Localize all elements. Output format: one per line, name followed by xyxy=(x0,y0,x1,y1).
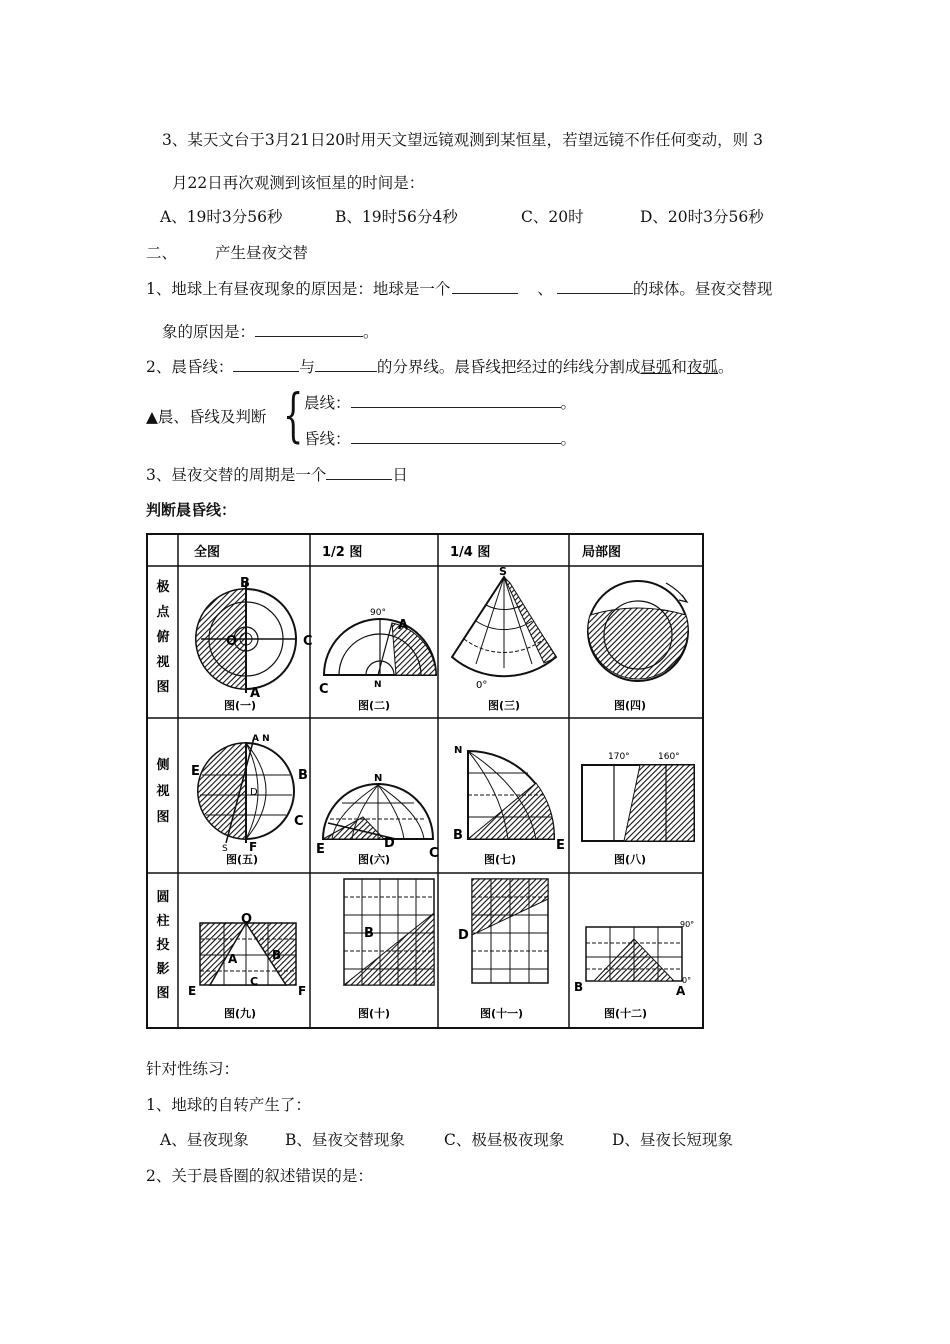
item1-blank-2 xyxy=(557,279,633,294)
svg-text:点: 点 xyxy=(156,605,170,620)
row-header-side xyxy=(155,757,169,825)
item1-text-d: 象的原因是： xyxy=(162,323,256,341)
svg-text:C: C xyxy=(429,846,439,861)
col-header-half: 1/2 图 xyxy=(322,545,363,560)
caption-fig8: 图(八) xyxy=(614,853,647,866)
svg-text:D: D xyxy=(250,787,258,798)
svg-text:E: E xyxy=(188,984,197,998)
caption-fig1: 图(一) xyxy=(224,699,257,712)
svg-text:D: D xyxy=(384,836,395,851)
svg-text:O: O xyxy=(226,634,238,649)
svg-text:N: N xyxy=(374,773,383,784)
item1-text-e: 。 xyxy=(363,323,379,341)
item1-line1 xyxy=(146,277,772,299)
practice-title: 针对性练习： xyxy=(146,1060,240,1078)
fig4-polar-partial xyxy=(588,581,688,681)
svg-text:图: 图 xyxy=(156,986,170,1001)
caption-fig3: 图(三) xyxy=(488,699,521,712)
item2-blank-1 xyxy=(233,357,299,372)
svg-text:B: B xyxy=(364,926,374,941)
svg-text:0°: 0° xyxy=(476,680,488,691)
dusk-blank xyxy=(351,429,561,444)
svg-text:A: A xyxy=(250,686,261,701)
item2-text-b: 与 xyxy=(299,358,315,376)
svg-text:0°: 0° xyxy=(682,976,692,985)
svg-text:C: C xyxy=(303,634,313,649)
section2-title: 产生昼夜交替 xyxy=(215,244,309,262)
svg-text:B: B xyxy=(240,576,250,591)
fig8-side-partial xyxy=(582,752,694,841)
svg-text:N: N xyxy=(454,745,463,756)
svg-text:S: S xyxy=(222,844,228,854)
svg-text:圆: 圆 xyxy=(156,890,170,905)
dusk-end: 。 xyxy=(560,430,577,448)
svg-text:O: O xyxy=(241,912,253,927)
svg-text:俯: 俯 xyxy=(156,630,170,645)
item1-text-c: 的球体。昼夜交替现 xyxy=(632,280,773,298)
item2-end: 。 xyxy=(717,358,734,376)
q3-option-c: C、20时 xyxy=(521,208,584,226)
svg-text:90°: 90° xyxy=(680,920,695,929)
caption-fig10: 图(十) xyxy=(358,1007,391,1020)
svg-text:S: S xyxy=(499,565,507,578)
caption-fig2: 图(二) xyxy=(358,699,391,712)
item1-text-a: 1、地球上有昼夜现象的原因是：地球是一个 xyxy=(146,280,451,298)
practice-q2: 2、关于晨昏圈的叙述错误的是： xyxy=(146,1167,373,1185)
practice-q1-option-c: C、极昼极夜现象 xyxy=(444,1131,565,1149)
item2-night-arc: 夜弧 xyxy=(686,358,718,376)
svg-text:D: D xyxy=(458,928,469,943)
caption-fig6: 图(六) xyxy=(358,853,391,866)
svg-text:C: C xyxy=(250,975,259,988)
item2-blank-2 xyxy=(315,357,377,372)
item2-day-arc: 昼弧 xyxy=(640,358,672,376)
practice-q1-option-d: D、昼夜长短现象 xyxy=(612,1131,733,1149)
svg-text:F: F xyxy=(249,840,258,854)
item1-line2 xyxy=(162,320,379,342)
svg-text:影: 影 xyxy=(156,962,170,977)
q3-line1: 3、某天文台于3月21日20时用天文望远镜观测到某恒星，若望远镜不作任何变动，则 3 xyxy=(162,131,763,149)
item2-and: 和 xyxy=(671,358,687,376)
svg-text:90°: 90° xyxy=(370,608,386,618)
svg-text:A N: A N xyxy=(252,734,270,744)
q3-line2: 月22日再次观测到该恒星的时间是： xyxy=(172,174,425,192)
caption-fig9: 图(九) xyxy=(224,1007,257,1020)
svg-text:极: 极 xyxy=(156,580,170,595)
svg-text:A: A xyxy=(228,952,238,966)
q3-option-d: D、20时3分56秒 xyxy=(640,208,764,226)
col-header-full: 全图 xyxy=(194,545,221,560)
col-header-quarter: 1/4 图 xyxy=(450,545,491,560)
item3-line xyxy=(146,463,408,485)
svg-text:C: C xyxy=(319,682,329,697)
item3-text-b: 日 xyxy=(392,466,408,484)
fig10-cylinder-half xyxy=(344,879,434,985)
practice-q1: 1、地球的自转产生了： xyxy=(146,1096,311,1114)
item3-blank xyxy=(326,465,392,480)
q3-option-b: B、19时56分4秒 xyxy=(335,208,458,226)
svg-text:F: F xyxy=(298,984,307,998)
svg-text:B: B xyxy=(453,828,463,843)
judge-label: ▲晨、昏线及判断 xyxy=(146,408,267,426)
fig11-cylinder-quarter xyxy=(458,879,548,983)
svg-text:E: E xyxy=(316,842,325,857)
fig9-cylinder-full xyxy=(188,912,306,998)
caption-fig4: 图(四) xyxy=(614,699,647,712)
caption-fig5: 图(五) xyxy=(226,853,259,866)
svg-text:B: B xyxy=(574,980,584,994)
item3-text-a: 3、昼夜交替的周期是一个 xyxy=(146,466,327,484)
svg-text:E: E xyxy=(191,764,200,779)
section2-number: 二、 xyxy=(146,244,178,262)
caption-fig7: 图(七) xyxy=(484,853,517,866)
col-header-partial: 局部图 xyxy=(582,545,622,560)
svg-text:视: 视 xyxy=(156,784,170,799)
svg-text:160°: 160° xyxy=(658,752,680,762)
svg-text:C: C xyxy=(294,814,304,829)
dawn-blank xyxy=(351,393,561,408)
practice-q1-option-b: B、昼夜交替现象 xyxy=(285,1131,405,1149)
svg-text:图: 图 xyxy=(156,680,170,695)
terminator-figure-table xyxy=(146,533,704,1029)
practice-q1-option-a: A、昼夜现象 xyxy=(160,1131,249,1149)
svg-text:侧: 侧 xyxy=(156,758,170,773)
item1-blank-1 xyxy=(452,279,518,294)
brace: { xyxy=(283,381,304,449)
item1-text-b: 、 xyxy=(537,280,553,298)
item2-text-c: 的分界线。晨昏线把经过的纬线分割成 xyxy=(376,358,641,376)
svg-text:投: 投 xyxy=(156,938,170,953)
item1-blank-3 xyxy=(255,322,363,337)
item2-line xyxy=(146,355,733,377)
svg-text:视: 视 xyxy=(156,655,170,670)
svg-text:A: A xyxy=(398,618,409,633)
dawn-end: 。 xyxy=(560,394,577,412)
dusk-label: 昏线： xyxy=(304,430,351,448)
dawn-line-row xyxy=(304,391,576,413)
svg-text:B: B xyxy=(298,768,308,783)
q3-option-a: A、19时3分56秒 xyxy=(160,208,283,226)
svg-text:170°: 170° xyxy=(608,752,630,762)
caption-fig11: 图(十一) xyxy=(480,1007,524,1020)
caption-fig12: 图(十二) xyxy=(604,1007,648,1020)
judge-title: 判断晨昏线： xyxy=(146,501,237,519)
dawn-label: 晨线： xyxy=(304,394,351,412)
svg-text:柱: 柱 xyxy=(156,914,170,929)
svg-text:B: B xyxy=(272,948,282,962)
svg-text:图: 图 xyxy=(156,810,170,825)
dusk-line-row xyxy=(304,427,576,449)
svg-text:N: N xyxy=(374,680,382,690)
item2-text-a: 2、晨昏线： xyxy=(146,358,234,376)
svg-text:A: A xyxy=(676,984,686,998)
svg-text:E: E xyxy=(556,838,565,853)
